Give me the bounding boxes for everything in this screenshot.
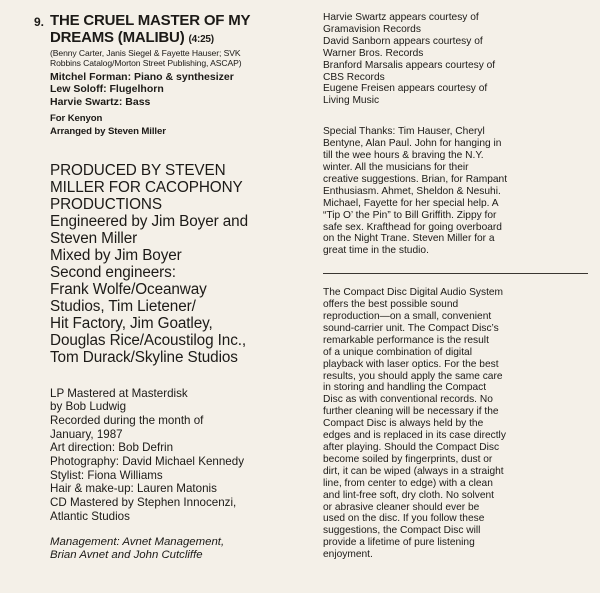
- courtesy-line: Living Music: [323, 95, 380, 107]
- courtesy-line: Gramavision Records: [323, 23, 421, 35]
- mastering-line: LP Mastered at Masterdisk: [50, 386, 188, 400]
- cd-notice-line: The Compact Disc Digital Audio System: [323, 287, 504, 299]
- cd-notice-line: offers the best possible sound: [323, 299, 459, 311]
- courtesy-line: CBS Records: [323, 71, 385, 83]
- courtesy-line: Warner Bros. Records: [323, 47, 424, 59]
- thanks-line: safe sex. Krafthead for going overboard: [323, 221, 502, 233]
- production-line: PRODUCED BY STEVEN: [50, 161, 226, 179]
- track-duration: (4:25): [188, 34, 214, 45]
- thanks-line: winter. All the musicians for their: [323, 161, 469, 173]
- mastering-credits: [34, 387, 296, 563]
- musician-credits: [50, 71, 296, 109]
- production-line: Tom Durack/Skyline Studios: [50, 348, 238, 366]
- cd-notice-line: further cleaning will be necessary if the: [323, 406, 499, 418]
- cd-notice-line: after playing. Should the Compact Disc: [323, 442, 500, 453]
- production-line: PRODUCTIONS: [50, 195, 162, 213]
- production-line: MILLER FOR CACOPHONY: [50, 178, 243, 196]
- track-title-line: THE CRUEL MASTER OF MY: [50, 12, 251, 29]
- production-line: Hit Factory, Jim Goatley,: [50, 314, 213, 332]
- mastering-line: by Bob Ludwig: [50, 400, 127, 414]
- track-title-line: DREAMS (MALIBU): [50, 29, 185, 46]
- thanks-line: on the Night Trane. Steven Miller for a: [323, 233, 495, 245]
- mastering-line: Art direction: Bob Defrin: [50, 441, 174, 455]
- cd-notice-line: Compact Disc is always held by the: [323, 418, 484, 430]
- cd-notice-line: suggestions, the Compact Disc will: [323, 525, 481, 537]
- production-line: Mixed by Jim Boyer: [50, 246, 182, 264]
- mastering-line: Photography: David Michael Kennedy: [50, 455, 244, 469]
- management-credit: [50, 536, 296, 563]
- thanks-line: Enthusiasm. Ahmet, Sheldon & Nesuhi.: [323, 185, 501, 197]
- cd-notice-line: become soiled by fingerprints, dust or: [323, 453, 493, 465]
- right-column: [323, 12, 588, 561]
- track-title: [50, 12, 296, 48]
- production-line: Studios, Tim Lietener/: [50, 297, 196, 315]
- mastering-line: Hair & make-up: Lauren Matonis: [50, 482, 217, 496]
- dedication-block: [50, 113, 296, 138]
- cd-notice-line: and lint-free soft, dry cloth. No solvent: [323, 489, 495, 501]
- mastering-line: Atlantic Studios: [50, 509, 130, 523]
- left-column: [34, 12, 296, 563]
- special-thanks: [323, 126, 588, 257]
- musician-credit: Harvie Swartz: Bass: [50, 95, 151, 108]
- cd-notice-line: playback with laser optics. For the best: [323, 358, 499, 370]
- cd-notice-line: sound-carrier unit. The Compact Disc’s: [323, 322, 499, 334]
- track-number: 9.: [34, 15, 45, 29]
- cd-notice-line: enjoyment.: [323, 549, 373, 561]
- dedication-line: For Kenyon: [50, 113, 103, 125]
- cd-notice-line: remarkable performance is the result: [323, 334, 489, 346]
- cd-notice-line: dirt, it can be wiped (always in a straight: [323, 465, 504, 477]
- thanks-line: till the wee hours & braving the N.Y.: [323, 150, 484, 162]
- thanks-line: creative suggestions. Brian, for Rampant: [323, 173, 508, 185]
- cd-notice-line: of a unique combination of digital: [323, 346, 472, 358]
- cd-notice-line: in storing and handling the Compact: [323, 382, 487, 394]
- production-line: Engineered by Jim Boyer and: [50, 212, 248, 230]
- cd-notice-line: provide a lifetime of pure listening: [323, 537, 475, 549]
- management-line: Management: Avnet Management,: [50, 535, 225, 548]
- cd-notice-line: line, from center to edge) with a clean: [323, 477, 493, 489]
- cd-notice-line: edges and is replaced in its case directly: [323, 430, 506, 442]
- mastering-line: Stylist: Fiona Williams: [50, 468, 163, 482]
- courtesy-line: Branford Marsalis appears courtesy of: [323, 59, 496, 71]
- mastering-line: January, 1987: [50, 427, 123, 441]
- musician-credit: Mitchel Forman: Piano & synthesizer: [50, 70, 234, 83]
- cd-notice-line: Disc as with conventional records. No: [323, 394, 493, 406]
- cd-notice-line: or abrasive cleaner should ever be: [323, 501, 480, 513]
- track-entry: [34, 12, 296, 139]
- management-line: Brian Avnet and John Cutcliffe: [50, 549, 203, 562]
- courtesy-line: Harvie Swartz appears courtesy of: [323, 12, 479, 23]
- cd-notice-line: results, you should apply the same care: [323, 370, 503, 382]
- production-line: Steven Miller: [50, 229, 138, 247]
- section-divider: [323, 273, 588, 274]
- mastering-line: Recorded during the month of: [50, 413, 204, 427]
- thanks-line: “Tip O’ the Pin” to Bill Griffith. Zippy for: [323, 209, 497, 221]
- production-line: Douglas Rice/Acoustilog Inc.,: [50, 331, 247, 349]
- mastering-line: CD Mastered by Stephen Innocenzi,: [50, 496, 237, 510]
- publishing-line: (Benny Carter, Janis Siegel & Fayette Hauser; SVK: [50, 48, 241, 58]
- publishing-line: Robbins Catalog/Morton Street Publishing, ASCAP): [50, 58, 242, 69]
- compact-disc-notice: [323, 287, 588, 561]
- musician-credit: Lew Soloff: Flugelhorn: [50, 83, 164, 96]
- thanks-line: great time in the studio.: [323, 245, 429, 257]
- thanks-line: Michael, Fayette for her special help. A: [323, 197, 499, 209]
- courtesy-line: David Sanborn appears courtesy of: [323, 35, 483, 47]
- publishing-credit: [50, 48, 296, 69]
- cd-notice-line: reproduction—on a small, convenient: [323, 311, 492, 323]
- thanks-line: Special Thanks: Tim Hauser, Cheryl: [323, 126, 485, 138]
- courtesy-credits: [323, 12, 588, 107]
- cd-notice-line: used on the disc. If you follow these: [323, 513, 485, 525]
- courtesy-line: Eugene Freisen appears courtesy of: [323, 83, 488, 95]
- thanks-line: Bentyne, Alan Paul. John for hanging in: [323, 138, 502, 150]
- arranger-line: Arranged by Steven Miller: [50, 125, 166, 137]
- production-credits: [34, 162, 296, 366]
- production-line: Frank Wolfe/Oceanway: [50, 280, 207, 298]
- production-line: Second engineers:: [50, 263, 176, 281]
